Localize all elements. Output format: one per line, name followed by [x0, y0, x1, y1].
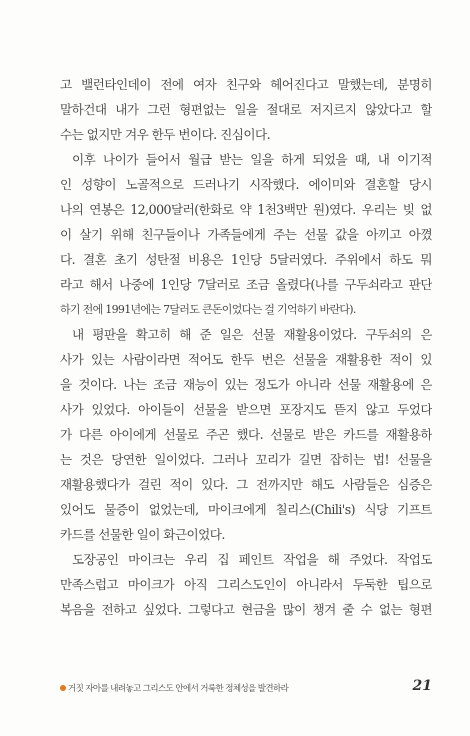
text-line: 사가 있었다. 아이들이 선물을 받으면 포장지도 뜯지 않고 두었다 [60, 402, 432, 417]
text-line: 수는 없지만 겨우 한두 번이다. 진심이다. [60, 127, 271, 142]
running-footer [60, 682, 288, 694]
text-line: 사가 있는 사람이라면 적어도 한두 번은 선물을 재활용한 적이 있 [60, 352, 432, 367]
text-line: 내 평판을 확고히 해 준 일은 선물 재활용이었다. 구두쇠의 은 [72, 327, 432, 342]
text-line: 고 밸런타인데이 전에 여자 친구와 헤어진다고 말했는데, 분명히 [60, 77, 432, 92]
page-footer [60, 678, 432, 698]
text-line: 라고 해서 나중에 1인당 7달러로 조금 올렸다(나를 구두쇠라고 판단 [60, 277, 432, 292]
paragraph-3 [60, 322, 432, 547]
text-line: 는 것은 당연한 일이었다. 그러나 꼬리가 길면 잡히는 법! 선물을 [60, 452, 432, 467]
body-text [60, 72, 432, 622]
text-line: 재활용했다가 걸린 적이 있다. 그 전까지만 해도 사람들은 심증은 [60, 477, 432, 492]
text-line: 하기 전에 1991년에는 7달러도 큰돈이었다는 걸 기억하기 바란다). [60, 303, 356, 316]
text-line: 카드를 선물한 일이 화근이었다. [60, 527, 225, 542]
text-line: 나의 연봉은 12,000달러(한화로 약 1천3백만 원)였다. 우리는 빚 없 [60, 202, 432, 217]
book-title: 거짓 자아를 내려놓고 그리스도 안에서 거룩한 정체성을 발견하라 [68, 684, 289, 694]
text-line: 복음을 전하고 싶었다. 그렇다고 현금을 많이 챙겨 줄 수 없는 형편 [60, 602, 432, 617]
text-line: 이후 나이가 들어서 월급 받는 일을 하게 되었을 때, 내 이기적 [72, 152, 432, 167]
bullet-dot-icon [60, 685, 66, 691]
text-line: 다. 결혼 초기 성탄절 비용은 1인당 5달러였다. 주위에서 하도 뭐 [60, 252, 432, 267]
paragraph-2 [60, 147, 432, 322]
text-line: 을 것이다. 나는 조금 재능이 있는 정도가 아니라 선물 재활용에 은 [60, 377, 432, 392]
paragraph-1 [60, 72, 432, 147]
paragraph-4 [60, 547, 432, 622]
text-line: 있어도 물증이 없었는데, 마이크에게 칠리스(Chili's) 식당 기프트 [60, 502, 432, 517]
page-number: 21 [412, 678, 432, 694]
text-line: 도장공인 마이크는 우리 집 페인트 작업을 해 주었다. 작업도 [72, 552, 432, 567]
text-line: 만족스럽고 마이크가 아직 그리스도인이 아니라서 두둑한 팁으로 [60, 577, 432, 592]
text-line: 말하건대 내가 그런 형편없는 일을 절대로 저지르지 않았다고 할 [60, 102, 432, 117]
text-line: 인 성향이 노골적으로 드러나기 시작했다. 에이미와 결혼할 당시 [60, 177, 432, 192]
text-line: 이 살기 위해 친구들이나 가족들에게 주는 선물 값을 아끼고 아꼈 [60, 227, 432, 242]
text-line: 가 다른 아이에게 선물로 주곤 했다. 선물로 받은 카드를 재활용하 [60, 427, 432, 442]
